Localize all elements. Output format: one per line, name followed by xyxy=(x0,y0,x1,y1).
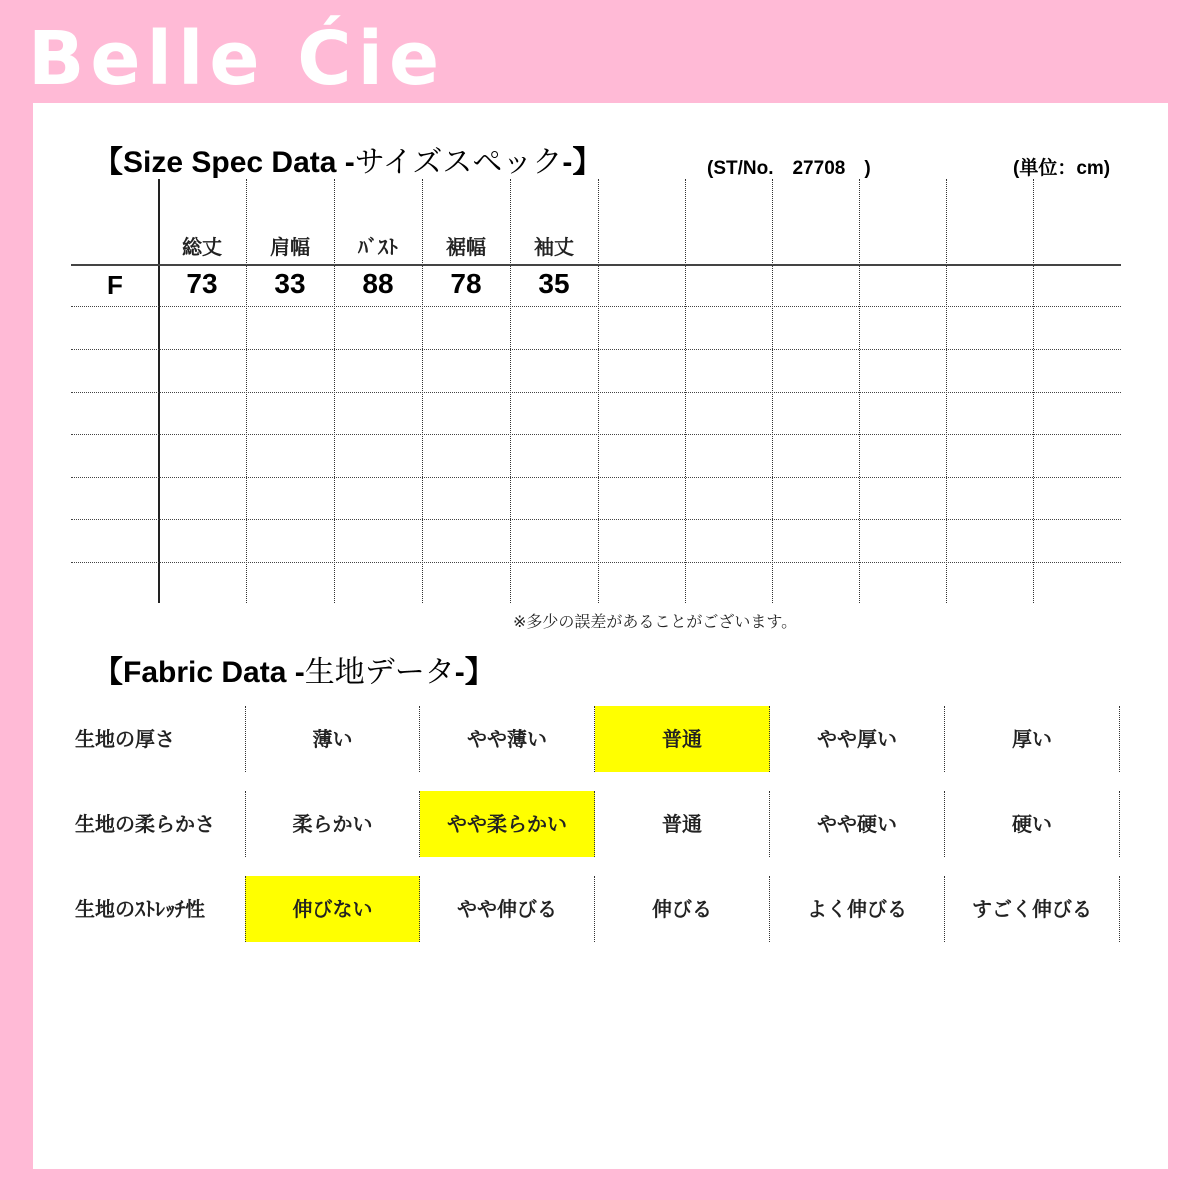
fabric-option: やや柔らかい xyxy=(420,791,595,857)
size-value: 78 xyxy=(450,268,482,299)
column-header: 裾幅 xyxy=(446,235,486,259)
fabric-option: やや伸びる xyxy=(420,876,595,942)
column-header: 総丈 xyxy=(182,235,222,259)
unit-label: (単位：cm) xyxy=(1013,158,1111,179)
size-spec-title-end: -】 xyxy=(562,146,603,179)
row-divider xyxy=(71,519,1121,520)
size-label: F xyxy=(107,270,123,300)
fabric-option: 普通 xyxy=(595,706,770,772)
fabric-option: よく伸びる xyxy=(770,876,945,942)
fabric-option: すごく伸びる xyxy=(945,876,1120,942)
fabric-option: やや硬い xyxy=(770,791,945,857)
fabric-title-jp: 生地データ xyxy=(304,655,455,690)
fabric-row-stretch xyxy=(33,876,1168,942)
fabric-title-end: -】 xyxy=(454,656,495,689)
row-divider xyxy=(71,477,1121,478)
fabric-title-en: 【Fabric Data - xyxy=(93,656,305,689)
grid-divider xyxy=(1033,179,1034,603)
fabric-option: やや薄い xyxy=(420,706,595,772)
size-spec-title-en: 【Size Spec Data - xyxy=(93,146,355,179)
header-rule xyxy=(71,264,1121,266)
size-value: 33 xyxy=(274,268,306,299)
fabric-row-label: 生地の柔らかさ xyxy=(75,812,215,836)
grid-divider xyxy=(859,179,860,603)
row-divider xyxy=(71,349,1121,350)
size-spec-title xyxy=(93,137,602,181)
fabric-option: 伸びない xyxy=(245,876,420,942)
size-value: 88 xyxy=(362,268,394,299)
grid-divider xyxy=(598,179,599,603)
column-header: ﾊﾞｽﾄ xyxy=(358,235,398,259)
row-divider xyxy=(71,562,1121,563)
size-value: 73 xyxy=(186,268,218,299)
spec-panel xyxy=(33,103,1168,1169)
fabric-option: 伸びる xyxy=(595,876,770,942)
fabric-row-softness xyxy=(33,791,1168,857)
grid-divider xyxy=(946,179,947,603)
size-spec-grid xyxy=(33,103,1168,623)
column-header: 袖丈 xyxy=(534,235,574,259)
size-spec-title-jp: サイズスペック xyxy=(354,145,563,180)
row-divider xyxy=(71,392,1121,393)
fabric-row-thickness xyxy=(33,706,1168,772)
fabric-option: 薄い xyxy=(245,706,420,772)
row-divider xyxy=(71,306,1121,307)
column-header: 肩幅 xyxy=(270,235,310,259)
style-number: (ST/No. 27708 ) xyxy=(707,158,871,179)
fabric-option: 硬い xyxy=(945,791,1120,857)
size-value: 35 xyxy=(538,268,570,299)
grid-divider xyxy=(685,179,686,603)
fabric-data-title xyxy=(93,647,495,691)
fabric-row-label: 生地のｽﾄﾚｯﾁ性 xyxy=(75,897,205,921)
fabric-option: 厚い xyxy=(945,706,1120,772)
row-divider xyxy=(71,434,1121,435)
fabric-option: 柔らかい xyxy=(245,791,420,857)
fabric-option: やや厚い xyxy=(770,706,945,772)
fabric-option: 普通 xyxy=(595,791,770,857)
brand-logo: Belle Ćie xyxy=(28,16,446,102)
tolerance-note: ※多少の誤差があることがございます。 xyxy=(513,612,798,631)
fabric-row-label: 生地の厚さ xyxy=(75,727,175,751)
grid-divider xyxy=(772,179,773,603)
